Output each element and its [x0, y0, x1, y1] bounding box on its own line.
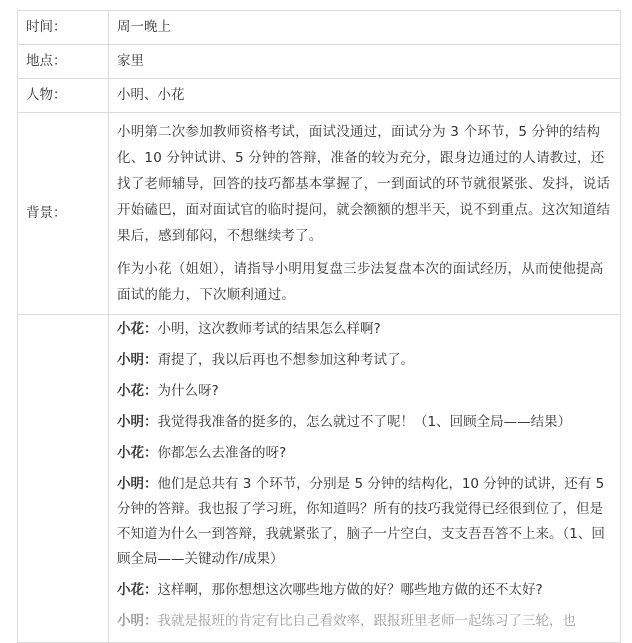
speaker-name: 小花： [117, 321, 158, 337]
time-value: 周一晚上 [109, 11, 621, 45]
row-place [18, 45, 621, 79]
dialogue-value [109, 315, 621, 643]
dialogue-text: 他们是总共有 3 个环节，分别是 5 分钟的结构化，10 分钟的试讲，还有 5 分钟的答辩。我也报了学习班，你知道吗？所有的技巧我觉得已经很到位了，但是不知道为什么一到答辩，我就紧张了，脑子一片空白，支支吾吾答不上来。（1、回顾全局——关键动作/成果） [117, 476, 605, 567]
dialogue-line [117, 578, 614, 603]
dialogue-text: 小明，这次教师考试的结果怎么样啊? [157, 321, 381, 337]
row-dialogue [18, 315, 621, 643]
background-paragraph: 小明第二次参加教师资格考试，面试没通过，面试分为 3 个环节，5 分钟的结构化、10 分钟试讲、5 分钟的答辩，准备的较为充分，跟身边通过的人请教过，还找了老师辅导，回答的技巧都基本掌握了，一到面试的环节就很紧张、发抖，说话开始磕巴，面对面试官的临时提问，就会额额的想半天，说不到重点。这次知道结果后，感到郁闷，不想继续考了。 [117, 124, 611, 244]
background-value [109, 113, 621, 315]
speaker-name: 小花： [117, 582, 158, 598]
dialogue-text: 我就是报班的肯定有比自己看效率，跟报班里老师一起练习了三轮，也 [157, 613, 576, 629]
row-background [18, 113, 621, 315]
dialogue-text: 你都怎么去准备的呀? [157, 445, 287, 461]
speaker-name: 小花： [117, 445, 158, 461]
dialogue-line [117, 317, 614, 342]
people-value: 小明、小花 [109, 79, 621, 113]
background-label: 背景： [18, 113, 109, 315]
row-time [18, 11, 621, 45]
background-paragraph: 作为小花（姐姐），请指导小明用复盘三步法复盘本次的面试经历，从而使他提高面试的能力，下次顺利通过。 [117, 261, 604, 303]
place-label: 地点： [18, 45, 109, 79]
dialogue-line [117, 609, 614, 634]
speaker-name: 小明： [117, 476, 158, 492]
speaker-name: 小明： [117, 352, 158, 368]
place-value: 家里 [109, 45, 621, 79]
dialogue-line [117, 348, 614, 373]
dialogue-text: 这样啊，那你想想这次哪些地方做的好？哪些地方做的还不太好? [157, 582, 543, 598]
dialogue-label [18, 315, 109, 643]
speaker-name: 小明： [117, 414, 158, 430]
speaker-name: 小花： [117, 383, 158, 399]
time-label: 时间： [18, 11, 109, 45]
scenario-table [17, 10, 621, 643]
row-people [18, 79, 621, 113]
dialogue-line [117, 472, 614, 572]
dialogue-line [117, 441, 614, 466]
speaker-name: 小明： [117, 613, 158, 629]
dialogue-line [117, 410, 614, 435]
dialogue-line [117, 379, 614, 404]
dialogue-text: 为什么呀? [157, 383, 219, 399]
dialogue-text: 甭提了，我以后再也不想参加这种考试了。 [157, 352, 414, 368]
dialogue-text: 我觉得我准备的挺多的，怎么就过不了呢！（1、回顾全局——结果） [157, 414, 572, 430]
people-label: 人物： [18, 79, 109, 113]
